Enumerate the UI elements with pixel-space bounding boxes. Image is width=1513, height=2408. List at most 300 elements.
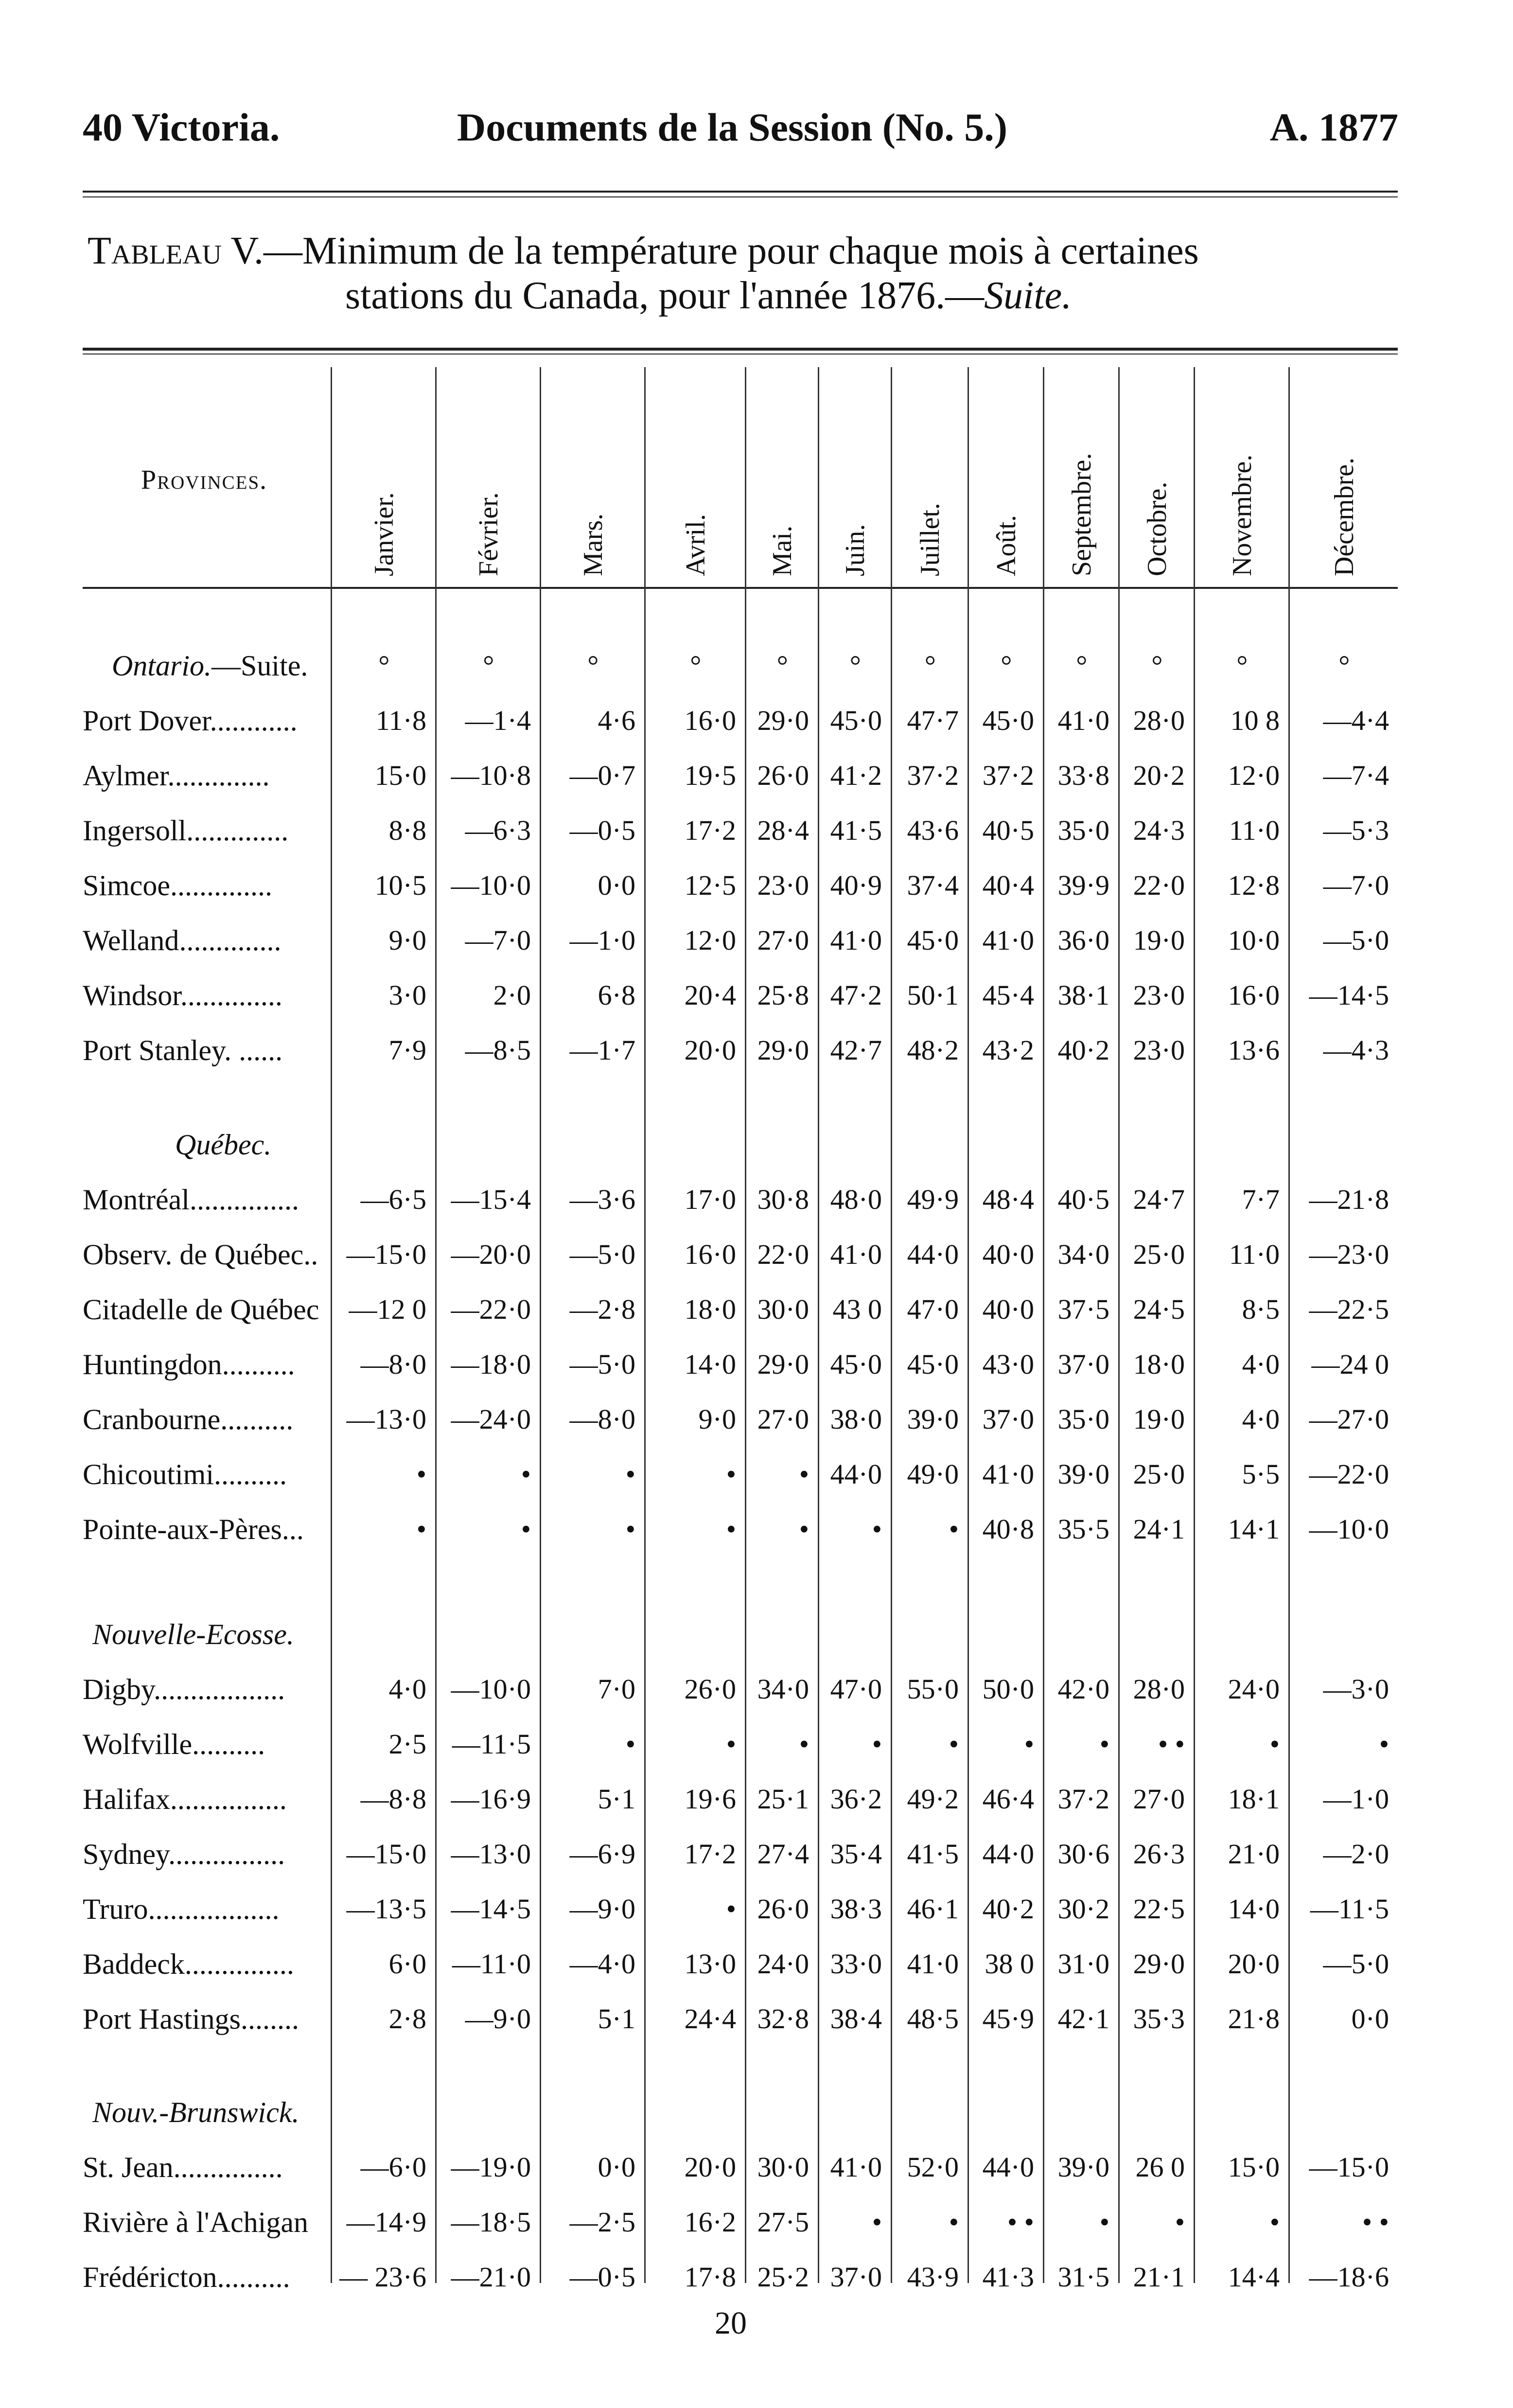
table-row (83, 1238, 1398, 1287)
temperature-value: —1·0 (569, 924, 635, 956)
province-heading (92, 2096, 299, 2129)
temperature-value: 40·9 (830, 869, 882, 901)
temperature-value: 8·5 (1242, 1293, 1280, 1325)
temperature-value: • (1099, 2206, 1109, 2238)
temperature-value: —10·0 (1309, 1513, 1389, 1545)
temperature-value: 4·0 (388, 1673, 426, 1705)
temperature-value: • (872, 2206, 882, 2238)
temperature-value: 43·6 (907, 814, 959, 846)
temperature-value: 2·5 (388, 1728, 426, 1760)
month-header: Septembre. (1066, 453, 1097, 576)
temperature-value: 22·5 (1133, 1893, 1185, 1925)
temperature-value: 23·0 (1133, 979, 1185, 1011)
station-cell (83, 1673, 285, 1706)
leader-dots: .......... (222, 1348, 295, 1381)
temperature-value: 21·1 (1133, 2261, 1185, 2293)
temperature-value: 38·1 (1057, 979, 1109, 1011)
temperature-value: 12·5 (684, 869, 736, 901)
station-name: Citadelle de Québec (83, 1293, 319, 1326)
station-name: Pointe-aux-Pères (83, 1513, 282, 1545)
temperature-value: 24·3 (1133, 814, 1185, 846)
temperature-value: 50·0 (982, 1673, 1034, 1705)
station-cell (83, 2002, 299, 2036)
provinces-header: Provinces. (141, 465, 268, 495)
temperature-value: —13·0 (451, 1838, 531, 1870)
temperature-value: 6·0 (388, 1948, 426, 1980)
temperature-value: —2·8 (569, 1293, 635, 1325)
temperature-value: 42·0 (1057, 1673, 1109, 1705)
temperature-value: —19·0 (451, 2151, 531, 2183)
temperature-value: —5·0 (1323, 1948, 1389, 1980)
temperature-value: 44·0 (830, 1458, 882, 1490)
temperature-value: 52·0 (907, 2151, 959, 2183)
temperature-value: • (799, 1728, 809, 1760)
temperature-value: 21·0 (1228, 1838, 1280, 1870)
temperature-value: 45·4 (982, 979, 1034, 1011)
temperature-value: 45·0 (830, 1348, 882, 1380)
leader-dots: ............... (189, 1184, 299, 1216)
table-row (83, 2151, 1398, 2199)
temperature-value: • • (1362, 2206, 1389, 2238)
temperature-value: 39·9 (1057, 869, 1109, 901)
table-row (83, 759, 1398, 808)
temperature-value: 24·0 (1228, 1673, 1280, 1705)
station-name: Simcoe (83, 869, 170, 902)
station-name: Wolfville (83, 1728, 193, 1760)
temperature-value: — 23·6 (339, 2261, 426, 2293)
temperature-value: —22·0 (1309, 1458, 1389, 1490)
title-line-1: —Minimum de la température pour chaque mois à certaines (263, 230, 1199, 272)
temperature-value: 24·4 (684, 2003, 736, 2035)
temperature-value: —8·0 (360, 1348, 426, 1380)
temperature-value: 5·1 (598, 1783, 635, 1815)
temperature-value: 17·2 (684, 1838, 736, 1870)
table-row (83, 1838, 1398, 1886)
temperature-value: • (1269, 2206, 1280, 2238)
temperature-value: —8·8 (360, 1783, 426, 1815)
temperature-value: 0·0 (598, 869, 635, 901)
station-cell (83, 1034, 282, 1067)
temperature-value: —14·5 (451, 1893, 531, 1925)
temperature-value: —20·0 (451, 1239, 531, 1270)
degree-symbol: ° (690, 650, 702, 681)
temperature-value: —3·6 (569, 1184, 635, 1215)
station-name: Welland (83, 924, 179, 956)
temperature-value: 41·0 (982, 924, 1034, 956)
temperature-value: 35·0 (1057, 814, 1109, 846)
temperature-value: 30·0 (757, 1293, 809, 1325)
temperature-value: 2·8 (388, 2003, 426, 2035)
temperature-value: —9·0 (465, 2003, 531, 2035)
temperature-value: 38 0 (985, 1948, 1034, 1980)
temperature-value: 45·0 (907, 924, 959, 956)
temperature-value: 11·0 (1229, 1239, 1280, 1270)
temperature-value: • • (1158, 1728, 1185, 1760)
temperature-value: 48·4 (982, 1184, 1034, 1215)
temperature-value: 20·0 (684, 1034, 736, 1066)
temperature-value: 9·0 (388, 924, 426, 956)
temperature-value: —3·0 (1323, 1673, 1389, 1705)
temperature-value: 18·0 (1133, 1348, 1185, 1380)
temperature-value: —21·0 (451, 2261, 531, 2293)
leader-dots: .................. (148, 1893, 280, 1925)
temperature-value: —6·5 (360, 1184, 426, 1215)
temperature-value: 29·0 (757, 1034, 809, 1066)
temperature-value: 30·2 (1057, 1893, 1109, 1925)
temperature-value: 12·8 (1228, 869, 1280, 901)
temperature-value: 20·0 (1228, 1948, 1280, 1980)
month-header: Juin. (840, 524, 870, 576)
temperature-value: 28·0 (1133, 1673, 1185, 1705)
station-cell (83, 2151, 283, 2184)
temperature-value: —6·3 (465, 814, 531, 846)
temperature-value: 41·0 (830, 2151, 882, 2183)
temperature-value: —22·5 (1309, 1293, 1389, 1325)
temperature-value: 37·0 (982, 1403, 1034, 1435)
temperature-value: —23·0 (1309, 1239, 1389, 1270)
temperature-value: 22·0 (757, 1239, 809, 1270)
province-name: Ontario. (112, 650, 212, 682)
month-header: Décembre. (1329, 457, 1359, 576)
temperature-value: 24·1 (1133, 1513, 1185, 1545)
temperature-value: 5·5 (1242, 1458, 1280, 1490)
temperature-value: 48·5 (907, 2003, 959, 2035)
temperature-value: 43·2 (982, 1034, 1034, 1066)
station-name: Port Stanley (83, 1034, 225, 1066)
temperature-value: 9·0 (698, 1403, 736, 1435)
temperature-value: 38·4 (830, 2003, 882, 2035)
degree-symbol: ° (776, 650, 788, 681)
temperature-value: 8·8 (388, 814, 426, 846)
header-year: A. 1877 (1269, 105, 1398, 149)
month-header: Mai. (767, 525, 797, 576)
temperature-value: 4·0 (1242, 1348, 1280, 1380)
temperature-value: 45·0 (907, 1348, 959, 1380)
leader-dots: .............. (180, 979, 282, 1011)
temperature-value: —6·0 (360, 2151, 426, 2183)
temperature-value: 25·0 (1133, 1239, 1185, 1270)
temperature-value: • (799, 1513, 809, 1545)
degree-symbol: ° (378, 650, 390, 681)
table-row (83, 1348, 1398, 1397)
month-header: Octobre. (1142, 481, 1172, 576)
temperature-value: 16·0 (684, 1239, 736, 1270)
temperature-value: —24 0 (1311, 1348, 1389, 1380)
temperature-value: —22·0 (451, 1293, 531, 1325)
temperature-value: • (726, 1728, 736, 1760)
table-row (83, 869, 1398, 918)
temperature-value: • (521, 1513, 531, 1545)
province-name: Nouv.-Brunswick. (92, 2096, 299, 2128)
temperature-value: 17·0 (684, 1184, 736, 1215)
station-cell (83, 1838, 285, 1871)
temperature-value: —16·9 (451, 1783, 531, 1815)
leader-dots: ........ (241, 2003, 299, 2035)
month-header: Février. (473, 492, 504, 576)
temperature-value: 40·2 (982, 1893, 1034, 1925)
temperature-value: 28·4 (757, 814, 809, 846)
temperature-value: 36·0 (1057, 924, 1109, 956)
temperature-value: • (1379, 1728, 1389, 1760)
temperature-value: • (1269, 1728, 1280, 1760)
temperature-value: —5·0 (569, 1348, 635, 1380)
station-cell (83, 1728, 265, 1761)
leader-dots: ... (281, 1513, 304, 1545)
temperature-value: 40·5 (1057, 1184, 1109, 1215)
temperature-value: 39·0 (1057, 1458, 1109, 1490)
month-header: Novembre. (1227, 454, 1257, 576)
table-row (83, 704, 1398, 753)
station-name: Frédéricton (83, 2261, 217, 2293)
temperature-value: 41·5 (907, 1838, 959, 1870)
leader-dots: .............. (167, 760, 270, 792)
province-heading (92, 1618, 294, 1651)
temperature-value: • • (1007, 2206, 1034, 2238)
temperature-value: —5·0 (569, 1239, 635, 1270)
temperature-value: 45·0 (982, 705, 1034, 736)
temperature-value: 41·5 (830, 814, 882, 846)
station-name: Windsor (83, 979, 180, 1011)
station-cell (83, 1238, 318, 1272)
station-name: Montréal (83, 1184, 190, 1216)
table-row (83, 1513, 1398, 1561)
station-cell (83, 759, 269, 793)
temperature-value: —13·5 (346, 1893, 426, 1925)
station-name: Rivière à l'Achigan (83, 2206, 308, 2238)
leader-dots: ............... (173, 2151, 283, 2183)
temperature-value: 16·2 (684, 2206, 736, 2238)
table-row (83, 1728, 1398, 1776)
temperature-value: 34·0 (1057, 1239, 1109, 1270)
table-row (83, 814, 1398, 863)
temperature-value: 28·0 (1133, 705, 1185, 736)
temperature-value: • (625, 1728, 635, 1760)
temperature-value: —15·0 (346, 1239, 426, 1270)
temperature-value: 33·8 (1057, 760, 1109, 791)
temperature-value: • (521, 1458, 531, 1490)
temperature-value: 10·5 (374, 869, 426, 901)
station-cell (83, 2206, 308, 2239)
temperature-value: 24·0 (757, 1948, 809, 1980)
table-top-rule (83, 348, 1398, 351)
temperature-value: 37·0 (830, 2261, 882, 2293)
station-name: St. Jean (83, 2151, 174, 2183)
temperature-value: —10·0 (451, 869, 531, 901)
leader-dots: .............. (179, 924, 281, 956)
temperature-value: 33·0 (830, 1948, 882, 1980)
temperature-value: 6·8 (598, 979, 635, 1011)
station-cell (83, 869, 272, 903)
temperature-value: —0·5 (569, 2261, 635, 2293)
temperature-value: —11·5 (452, 1728, 531, 1760)
temperature-value: 16·0 (1228, 979, 1280, 1011)
temperature-value: 46·1 (907, 1893, 959, 1925)
temperature-value: 22·0 (1133, 869, 1185, 901)
leader-dots: .......... (192, 1728, 265, 1760)
station-cell (83, 924, 281, 957)
temperature-value: 35·5 (1057, 1513, 1109, 1545)
temperature-value: 45·0 (830, 705, 882, 736)
table-row (83, 1673, 1398, 1721)
temperature-value: 15·0 (1228, 2151, 1280, 2183)
temperature-value: —10·0 (451, 1673, 531, 1705)
header-document-title: Documents de la Session (No. 5.) (457, 105, 1008, 149)
temperature-value: 30·6 (1057, 1838, 1109, 1870)
degree-symbol: ° (587, 650, 599, 681)
temperature-value: 41·0 (907, 1948, 959, 1980)
temperature-value: 14·4 (1228, 2261, 1280, 2293)
temperature-value: 26 0 (1135, 2151, 1185, 2183)
degree-symbol: ° (483, 650, 494, 681)
temperature-value: 13·0 (684, 1948, 736, 1980)
temperature-value: 20·4 (684, 979, 736, 1011)
table-row (83, 2206, 1398, 2254)
table-row (83, 924, 1398, 973)
temperature-value: 0·0 (598, 2151, 635, 2183)
temperature-value: —7·4 (1323, 760, 1389, 791)
temperature-value: 13·6 (1228, 1034, 1280, 1066)
leader-dots: ................ (170, 1783, 287, 1815)
table-row (83, 1458, 1398, 1506)
temperature-value: 25·8 (757, 979, 809, 1011)
temperature-value: 29·0 (1133, 1948, 1185, 1980)
temperature-value: 14·0 (1228, 1893, 1280, 1925)
temperature-value: 44·0 (982, 2151, 1034, 2183)
table-row (83, 2261, 1398, 2309)
temperature-value: —4·3 (1323, 1034, 1389, 1066)
station-cell (83, 979, 282, 1012)
temperature-value: —13·0 (346, 1403, 426, 1435)
temperature-value: 40·2 (1057, 1034, 1109, 1066)
temperature-value: 16·0 (684, 705, 736, 736)
leader-dots: .......... (214, 1458, 287, 1490)
station-cell (83, 1783, 287, 1816)
temperature-value: 24·7 (1133, 1184, 1185, 1215)
table-row (83, 1183, 1398, 1232)
temperature-value: 23·0 (1133, 1034, 1185, 1066)
temperature-value: • (416, 1513, 426, 1545)
temperature-value: 49·2 (907, 1783, 959, 1815)
header-rule-bottom (83, 196, 1398, 197)
month-header: Juillet. (915, 503, 945, 576)
temperature-value: 27·0 (757, 1403, 809, 1435)
degree-symbol: ° (1151, 650, 1163, 681)
station-cell (83, 1293, 319, 1327)
station-name: Huntingdon (83, 1348, 222, 1381)
month-header: Août. (991, 515, 1021, 576)
temperature-value: 27·0 (1133, 1783, 1185, 1815)
leader-dots: ............... (184, 1948, 294, 1980)
temperature-value: 31·5 (1057, 2261, 1109, 2293)
temperature-value: 19·5 (684, 760, 736, 791)
temperature-value: • (726, 1893, 736, 1925)
temperature-value: 7·9 (388, 1034, 426, 1066)
leader-dots: .......... (217, 2261, 290, 2293)
temperature-value: 34·0 (757, 1673, 809, 1705)
temperature-value: 40·0 (982, 1293, 1034, 1325)
temperature-value: 4·0 (1242, 1403, 1280, 1435)
temperature-value: 46·4 (982, 1783, 1034, 1815)
header-rule-top (83, 191, 1398, 193)
station-cell (83, 1403, 293, 1436)
temperature-value: —4·0 (569, 1948, 635, 1980)
page-number: 20 (715, 2305, 747, 2341)
temperature-value: 27·4 (757, 1838, 809, 1870)
temperature-value: 26·0 (757, 760, 809, 791)
temperature-value: —10·8 (451, 760, 531, 791)
temperature-value: 27·5 (757, 2206, 809, 2238)
table-row (83, 1783, 1398, 1831)
temperature-value: —14·5 (1309, 979, 1389, 1011)
station-name: Aylmer (83, 760, 168, 792)
leader-dots: . ...... (224, 1034, 283, 1066)
temperature-value: 47·0 (907, 1293, 959, 1325)
province-name: Nouvelle-Ecosse. (92, 1618, 294, 1650)
temperature-value: 48·0 (830, 1184, 882, 1215)
temperature-value: 40·0 (982, 1239, 1034, 1270)
temperature-value: • (1099, 1728, 1109, 1760)
temperature-value: • (949, 1728, 959, 1760)
temperature-value: 43·0 (982, 1348, 1034, 1380)
leader-dots: .......... (220, 1403, 294, 1435)
table-row (83, 1034, 1398, 1082)
temperature-value: 29·0 (757, 1348, 809, 1380)
station-name: Chicoutimi (83, 1458, 214, 1490)
station-name: Port Hastings (83, 2003, 241, 2035)
station-cell (83, 1348, 295, 1381)
month-header: Mars. (578, 513, 608, 576)
temperature-value: 25·2 (757, 2261, 809, 2293)
temperature-value: 35·3 (1133, 2003, 1185, 2035)
temperature-value: —12 0 (349, 1293, 426, 1325)
temperature-value: 0·0 (1351, 2003, 1389, 2035)
temperature-value: —15·4 (451, 1184, 531, 1215)
temperature-value: 47·2 (830, 979, 882, 1011)
temperature-value: 37·4 (907, 869, 959, 901)
temperature-value: —11·0 (452, 1948, 531, 1980)
temperature-value: 37·0 (1057, 1348, 1109, 1380)
leader-dots: ............ (210, 705, 298, 737)
temperature-value: 19·0 (1133, 1403, 1185, 1435)
station-name: Cranbourne (83, 1403, 221, 1435)
temperature-value: • (949, 2206, 959, 2238)
temperature-value: 19·0 (1133, 924, 1185, 956)
temperature-value: 18·1 (1228, 1783, 1280, 1815)
temperature-value: 12·0 (1228, 760, 1280, 791)
temperature-value: —5·0 (1323, 924, 1389, 956)
temperature-value: 7·0 (598, 1673, 635, 1705)
title-line-2: stations du Canada, pour l'année 1876.— (345, 274, 985, 317)
temperature-value: —18·5 (451, 2206, 531, 2238)
table-title (88, 229, 1400, 318)
temperature-value: 47·0 (830, 1673, 882, 1705)
table-row (83, 1293, 1398, 1342)
temperature-value: 10 8 (1230, 705, 1280, 736)
temperature-value: 42·7 (830, 1034, 882, 1066)
temperature-value: 27·0 (757, 924, 809, 956)
province-heading (175, 1128, 271, 1162)
station-cell (83, 1893, 280, 1926)
temperature-value: • (872, 1513, 882, 1545)
temperature-value: • (726, 1513, 736, 1545)
temperature-value: 40·4 (982, 869, 1034, 901)
temperature-value: • (949, 1513, 959, 1545)
table-row (83, 979, 1398, 1027)
station-name: Sydney (83, 1838, 169, 1870)
temperature-value: 41·0 (830, 1239, 882, 1270)
temperature-value: 43 0 (832, 1293, 882, 1325)
station-name: Port Dover (83, 705, 210, 737)
